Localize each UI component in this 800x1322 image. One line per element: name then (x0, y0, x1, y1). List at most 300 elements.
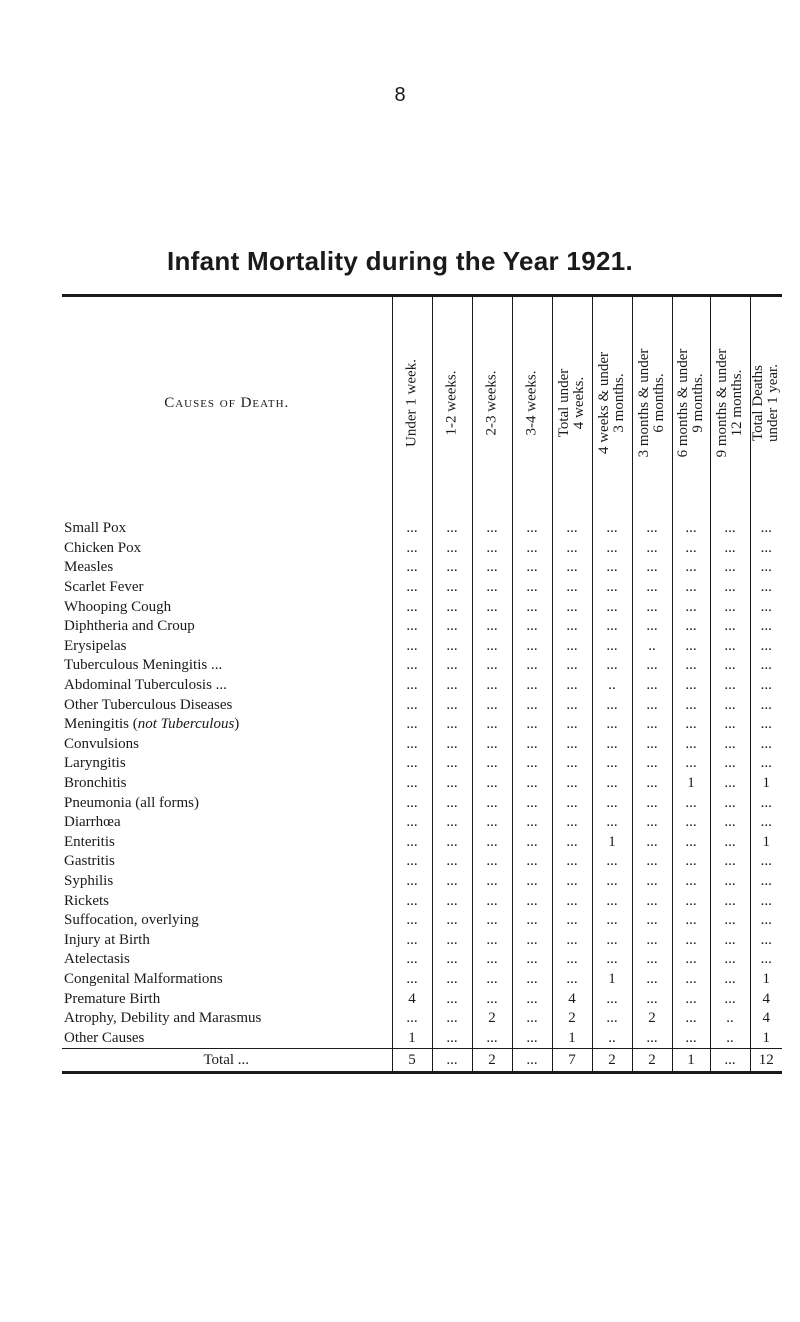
value-cell: ... (432, 1049, 472, 1073)
value-cell: ... (472, 872, 512, 892)
table-row (62, 872, 782, 892)
value-cell: ... (710, 891, 750, 911)
value-cell: ... (750, 813, 782, 833)
value-cell: ... (432, 872, 472, 892)
value-cell: 4 (750, 989, 782, 1009)
table-row (62, 617, 782, 637)
value-cell: 4 (552, 989, 592, 1009)
value-cell: ... (750, 558, 782, 578)
value-cell: ... (672, 617, 710, 637)
value-cell: ... (472, 754, 512, 774)
value-cell: ... (472, 970, 512, 990)
value-cell: ... (512, 813, 552, 833)
value-cell: ... (512, 617, 552, 637)
value-cell: ... (432, 793, 472, 813)
value-cell: ... (710, 833, 750, 853)
value-cell: ... (472, 852, 512, 872)
cause-label: Diphtheria and Croup (64, 618, 198, 634)
table-row (62, 891, 782, 911)
value-cell: ... (632, 989, 672, 1009)
table-row (62, 695, 782, 715)
value-cell: ... (432, 637, 472, 657)
value-cell: ... (632, 695, 672, 715)
value-cell: ... (710, 754, 750, 774)
table-row (62, 656, 782, 676)
value-cell: ... (552, 539, 592, 559)
value-cell: ... (472, 578, 512, 598)
value-cell: ... (432, 695, 472, 715)
value-cell: ... (512, 833, 552, 853)
value-cell: ... (632, 813, 672, 833)
cause-label: Injury at Birth (64, 932, 153, 948)
value-cell: ... (672, 509, 710, 539)
value-cell: ... (592, 793, 632, 813)
value-cell: 1 (750, 1028, 782, 1048)
value-cell: ... (672, 989, 710, 1009)
value-cell: ... (750, 950, 782, 970)
value-cell: ... (392, 558, 432, 578)
table-row (62, 950, 782, 970)
column-header (592, 297, 632, 509)
value-cell: 12 (750, 1049, 782, 1073)
value-cell: ... (552, 715, 592, 735)
cause-cell (62, 852, 392, 872)
infant-mortality-table (62, 294, 782, 1074)
column-header-label: 2-3 weeks. (483, 370, 500, 436)
cause-cell (62, 558, 392, 578)
value-cell: 2 (472, 1009, 512, 1029)
value-cell: ... (432, 950, 472, 970)
cause-cell (62, 911, 392, 931)
value-cell: ... (592, 656, 632, 676)
value-cell: ... (392, 813, 432, 833)
value-cell: ... (392, 617, 432, 637)
value-cell: ... (710, 597, 750, 617)
value-cell: ... (710, 813, 750, 833)
value-cell: ... (552, 656, 592, 676)
value-cell: ... (672, 950, 710, 970)
cause-cell (62, 735, 392, 755)
value-cell: ... (672, 891, 710, 911)
value-cell: 2 (472, 1049, 512, 1073)
table-row (62, 970, 782, 990)
table-row (62, 1028, 782, 1048)
cause-label: Congenital Malformations (64, 971, 226, 987)
value-cell: ... (592, 617, 632, 637)
value-cell: ... (512, 911, 552, 931)
page-title: Infant Mortality during the Year 1921. (166, 246, 634, 276)
value-cell: ... (710, 793, 750, 813)
column-header (710, 297, 750, 509)
value-cell: 2 (552, 1009, 592, 1029)
value-cell: ... (472, 793, 512, 813)
cause-cell (62, 656, 392, 676)
mortality-table-container (62, 294, 782, 1074)
value-cell: ... (432, 813, 472, 833)
value-cell: ... (750, 793, 782, 813)
value-cell: ... (592, 989, 632, 1009)
value-cell: ... (632, 539, 672, 559)
value-cell: ... (632, 735, 672, 755)
value-cell: ... (472, 833, 512, 853)
value-cell: ... (392, 676, 432, 696)
value-cell: ... (632, 617, 672, 637)
value-cell: ... (672, 637, 710, 657)
value-cell: ... (512, 872, 552, 892)
value-cell: .. (632, 637, 672, 657)
cause-cell (62, 891, 392, 911)
value-cell: ... (592, 539, 632, 559)
value-cell: ... (432, 891, 472, 911)
value-cell: ... (672, 597, 710, 617)
value-cell: ... (432, 970, 472, 990)
value-cell: ... (472, 597, 512, 617)
value-cell: ... (512, 656, 552, 676)
column-header (432, 297, 472, 509)
column-header (392, 297, 432, 509)
value-cell: ... (750, 715, 782, 735)
value-cell: ... (472, 1028, 512, 1048)
value-cell: 1 (672, 774, 710, 794)
value-cell: ... (750, 656, 782, 676)
cause-label: Measles (64, 559, 116, 575)
value-cell: 2 (632, 1049, 672, 1073)
value-cell: 1 (750, 774, 782, 794)
value-cell: ... (592, 597, 632, 617)
value-cell: ... (392, 754, 432, 774)
value-cell: ... (432, 754, 472, 774)
value-cell: 5 (392, 1049, 432, 1073)
value-cell: ... (432, 539, 472, 559)
value-cell: ... (392, 597, 432, 617)
value-cell: ... (710, 695, 750, 715)
value-cell: ... (472, 637, 512, 657)
value-cell: ... (432, 852, 472, 872)
value-cell: ... (472, 656, 512, 676)
column-header-label: Total under 4 weeks. (556, 368, 587, 438)
value-cell: ... (632, 930, 672, 950)
value-cell: ... (512, 558, 552, 578)
column-header-label: 9 months & under 12 months. (714, 348, 745, 458)
value-cell: ... (710, 715, 750, 735)
value-cell: ... (750, 930, 782, 950)
value-cell: 1 (552, 1028, 592, 1048)
value-cell: ... (552, 617, 592, 637)
value-cell: ... (392, 793, 432, 813)
value-cell: ... (672, 578, 710, 598)
value-cell: ... (552, 872, 592, 892)
cause-label: Scarlet Fever (64, 579, 147, 595)
value-cell: 2 (632, 1009, 672, 1029)
value-cell: ... (432, 833, 472, 853)
value-cell: 2 (592, 1049, 632, 1073)
value-cell: ... (750, 911, 782, 931)
value-cell: ... (632, 970, 672, 990)
column-header-label: 6 months & under 9 months. (675, 348, 706, 458)
value-cell: ... (432, 597, 472, 617)
cause-cell (62, 578, 392, 598)
value-cell: 4 (750, 1009, 782, 1029)
cause-label: Erysipelas (64, 638, 129, 654)
value-cell: ... (750, 578, 782, 598)
total-label: Total ... (203, 1052, 252, 1068)
value-cell: ... (432, 989, 472, 1009)
value-cell: ... (632, 891, 672, 911)
value-cell: ... (672, 676, 710, 696)
value-cell: ... (472, 558, 512, 578)
value-cell: ... (392, 891, 432, 911)
value-cell: ... (592, 509, 632, 539)
value-cell: ... (672, 793, 710, 813)
value-cell: ... (392, 637, 432, 657)
value-cell: ... (672, 715, 710, 735)
value-cell: ... (672, 1009, 710, 1029)
value-cell: ... (432, 509, 472, 539)
table-row (62, 578, 782, 598)
header-row (62, 297, 782, 509)
value-cell: ... (512, 578, 552, 598)
value-cell: ... (710, 872, 750, 892)
value-cell: ... (552, 833, 592, 853)
table-row (62, 715, 782, 735)
table-row (62, 911, 782, 931)
cause-cell (62, 970, 392, 990)
value-cell: ... (672, 852, 710, 872)
column-header-label: Under 1 week. (403, 359, 420, 447)
value-cell: ... (632, 774, 672, 794)
value-cell: ... (710, 911, 750, 931)
value-cell: ... (392, 872, 432, 892)
value-cell: ... (512, 793, 552, 813)
cause-label: Chicken Pox (64, 540, 144, 556)
value-cell: ... (592, 930, 632, 950)
cause-cell (62, 754, 392, 774)
value-cell: ... (432, 578, 472, 598)
value-cell: ... (632, 852, 672, 872)
value-cell: ... (552, 509, 592, 539)
column-header-label: 1-2 weeks. (443, 370, 460, 436)
value-cell: ... (672, 735, 710, 755)
value-cell: ... (632, 558, 672, 578)
value-cell: ... (472, 617, 512, 637)
value-cell: ... (512, 774, 552, 794)
table-row (62, 930, 782, 950)
total-row (62, 1049, 782, 1073)
table-row (62, 637, 782, 657)
cause-cell (62, 793, 392, 813)
value-cell: ... (432, 676, 472, 696)
value-cell: ... (710, 617, 750, 637)
value-cell: ... (710, 970, 750, 990)
value-cell: ... (710, 558, 750, 578)
value-cell: ... (432, 617, 472, 637)
value-cell: ... (432, 1028, 472, 1048)
table-row (62, 813, 782, 833)
cause-label: Other Causes (64, 1030, 147, 1046)
value-cell: ... (432, 911, 472, 931)
value-cell: ... (710, 735, 750, 755)
value-cell: ... (672, 656, 710, 676)
value-cell: ... (672, 1028, 710, 1048)
table-row (62, 989, 782, 1009)
value-cell: ... (392, 833, 432, 853)
value-cell: ... (592, 891, 632, 911)
value-cell: ... (672, 833, 710, 853)
value-cell: 4 (392, 989, 432, 1009)
column-header-label: 3-4 weeks. (523, 370, 540, 436)
causes-of-death-header: Causes of Death. (62, 297, 392, 509)
cause-cell (62, 676, 392, 696)
column-header (750, 297, 782, 509)
cause-label: Gastritis (64, 853, 118, 869)
value-cell: ... (552, 911, 592, 931)
value-cell: .. (592, 676, 632, 696)
value-cell: ... (632, 754, 672, 774)
value-cell: ... (392, 930, 432, 950)
cause-cell (62, 597, 392, 617)
value-cell: ... (472, 676, 512, 696)
value-cell: ... (592, 774, 632, 794)
value-cell: 1 (392, 1028, 432, 1048)
column-header (672, 297, 710, 509)
cause-label: Abdominal Tuberculosis ... (64, 677, 230, 693)
cause-label: Bronchitis (64, 775, 130, 791)
value-cell: ... (512, 970, 552, 990)
value-cell: ... (710, 950, 750, 970)
value-cell: ... (750, 852, 782, 872)
value-cell: ... (552, 813, 592, 833)
value-cell: ... (750, 695, 782, 715)
value-cell: ... (592, 1009, 632, 1029)
table-row (62, 597, 782, 617)
cause-cell (62, 695, 392, 715)
value-cell: ... (512, 989, 552, 1009)
value-cell: ... (632, 656, 672, 676)
value-cell: ... (632, 578, 672, 598)
value-cell: ... (632, 1028, 672, 1048)
value-cell: ... (512, 950, 552, 970)
value-cell: ... (592, 950, 632, 970)
value-cell: ... (512, 676, 552, 696)
value-cell: ... (552, 774, 592, 794)
value-cell: ... (592, 813, 632, 833)
value-cell: ... (552, 793, 592, 813)
value-cell: ... (672, 911, 710, 931)
value-cell: ... (472, 950, 512, 970)
value-cell: ... (592, 578, 632, 598)
value-cell: ... (710, 637, 750, 657)
column-header-label: Total Deaths under 1 year. (750, 364, 782, 442)
value-cell: ... (632, 833, 672, 853)
value-cell: ... (512, 597, 552, 617)
value-cell: ... (432, 656, 472, 676)
cause-cell (62, 950, 392, 970)
value-cell: ... (552, 558, 592, 578)
table-row (62, 735, 782, 755)
cause-label: Atelectasis (64, 951, 133, 967)
table-header (62, 296, 782, 510)
column-header-label: 3 months & under 6 months. (636, 348, 667, 458)
value-cell: ... (592, 637, 632, 657)
value-cell: ... (392, 656, 432, 676)
value-cell: ... (710, 989, 750, 1009)
cause-label: Laryngitis (64, 755, 129, 771)
value-cell: ... (552, 676, 592, 696)
cause-cell (62, 715, 392, 735)
table-row (62, 676, 782, 696)
value-cell: ... (632, 911, 672, 931)
value-cell: ... (392, 578, 432, 598)
value-cell: ... (392, 735, 432, 755)
value-cell: ... (750, 637, 782, 657)
value-cell: ... (392, 509, 432, 539)
value-cell: ... (472, 715, 512, 735)
cause-cell (62, 930, 392, 950)
value-cell: ... (552, 637, 592, 657)
value-cell: ... (472, 989, 512, 1009)
value-cell: ... (632, 950, 672, 970)
value-cell: ... (472, 509, 512, 539)
cause-label: Tuberculous Meningitis ... (64, 657, 225, 673)
cause-cell (62, 637, 392, 657)
value-cell: ... (392, 715, 432, 735)
cause-label: Suffocation, overlying (64, 912, 202, 928)
value-cell: ... (750, 509, 782, 539)
value-cell: ... (392, 950, 432, 970)
value-cell: ... (512, 509, 552, 539)
table-row (62, 539, 782, 559)
value-cell: ... (750, 735, 782, 755)
value-cell: 1 (672, 1049, 710, 1073)
cause-label: Convulsions (64, 736, 142, 752)
value-cell: ... (672, 754, 710, 774)
table-row (62, 1009, 782, 1029)
value-cell: ... (552, 695, 592, 715)
value-cell: ... (710, 509, 750, 539)
value-cell: ... (710, 539, 750, 559)
cause-cell (62, 774, 392, 794)
cause-cell (62, 813, 392, 833)
value-cell: ... (512, 1049, 552, 1073)
cause-cell (62, 1028, 392, 1048)
value-cell: ... (512, 930, 552, 950)
value-cell: ... (672, 539, 710, 559)
value-cell: ... (592, 852, 632, 872)
column-header-label: 4 weeks & under 3 months. (596, 351, 627, 455)
cause-label: Pneumonia (all forms) (64, 795, 202, 811)
value-cell: ... (672, 930, 710, 950)
value-cell: 7 (552, 1049, 592, 1073)
value-cell: ... (710, 930, 750, 950)
cause-label: Enteritis (64, 834, 118, 850)
table-row (62, 852, 782, 872)
cause-cell (62, 509, 392, 539)
value-cell: ... (512, 891, 552, 911)
cause-cell (62, 1009, 392, 1029)
value-cell: ... (750, 597, 782, 617)
cause-cell (62, 989, 392, 1009)
value-cell: ... (750, 676, 782, 696)
value-cell: ... (632, 715, 672, 735)
column-header (512, 297, 552, 509)
value-cell: ... (552, 970, 592, 990)
cause-label: Whooping Cough (64, 599, 174, 615)
value-cell: ... (512, 735, 552, 755)
value-cell: .. (710, 1009, 750, 1029)
cause-cell (62, 872, 392, 892)
value-cell: ... (592, 754, 632, 774)
value-cell: ... (710, 676, 750, 696)
